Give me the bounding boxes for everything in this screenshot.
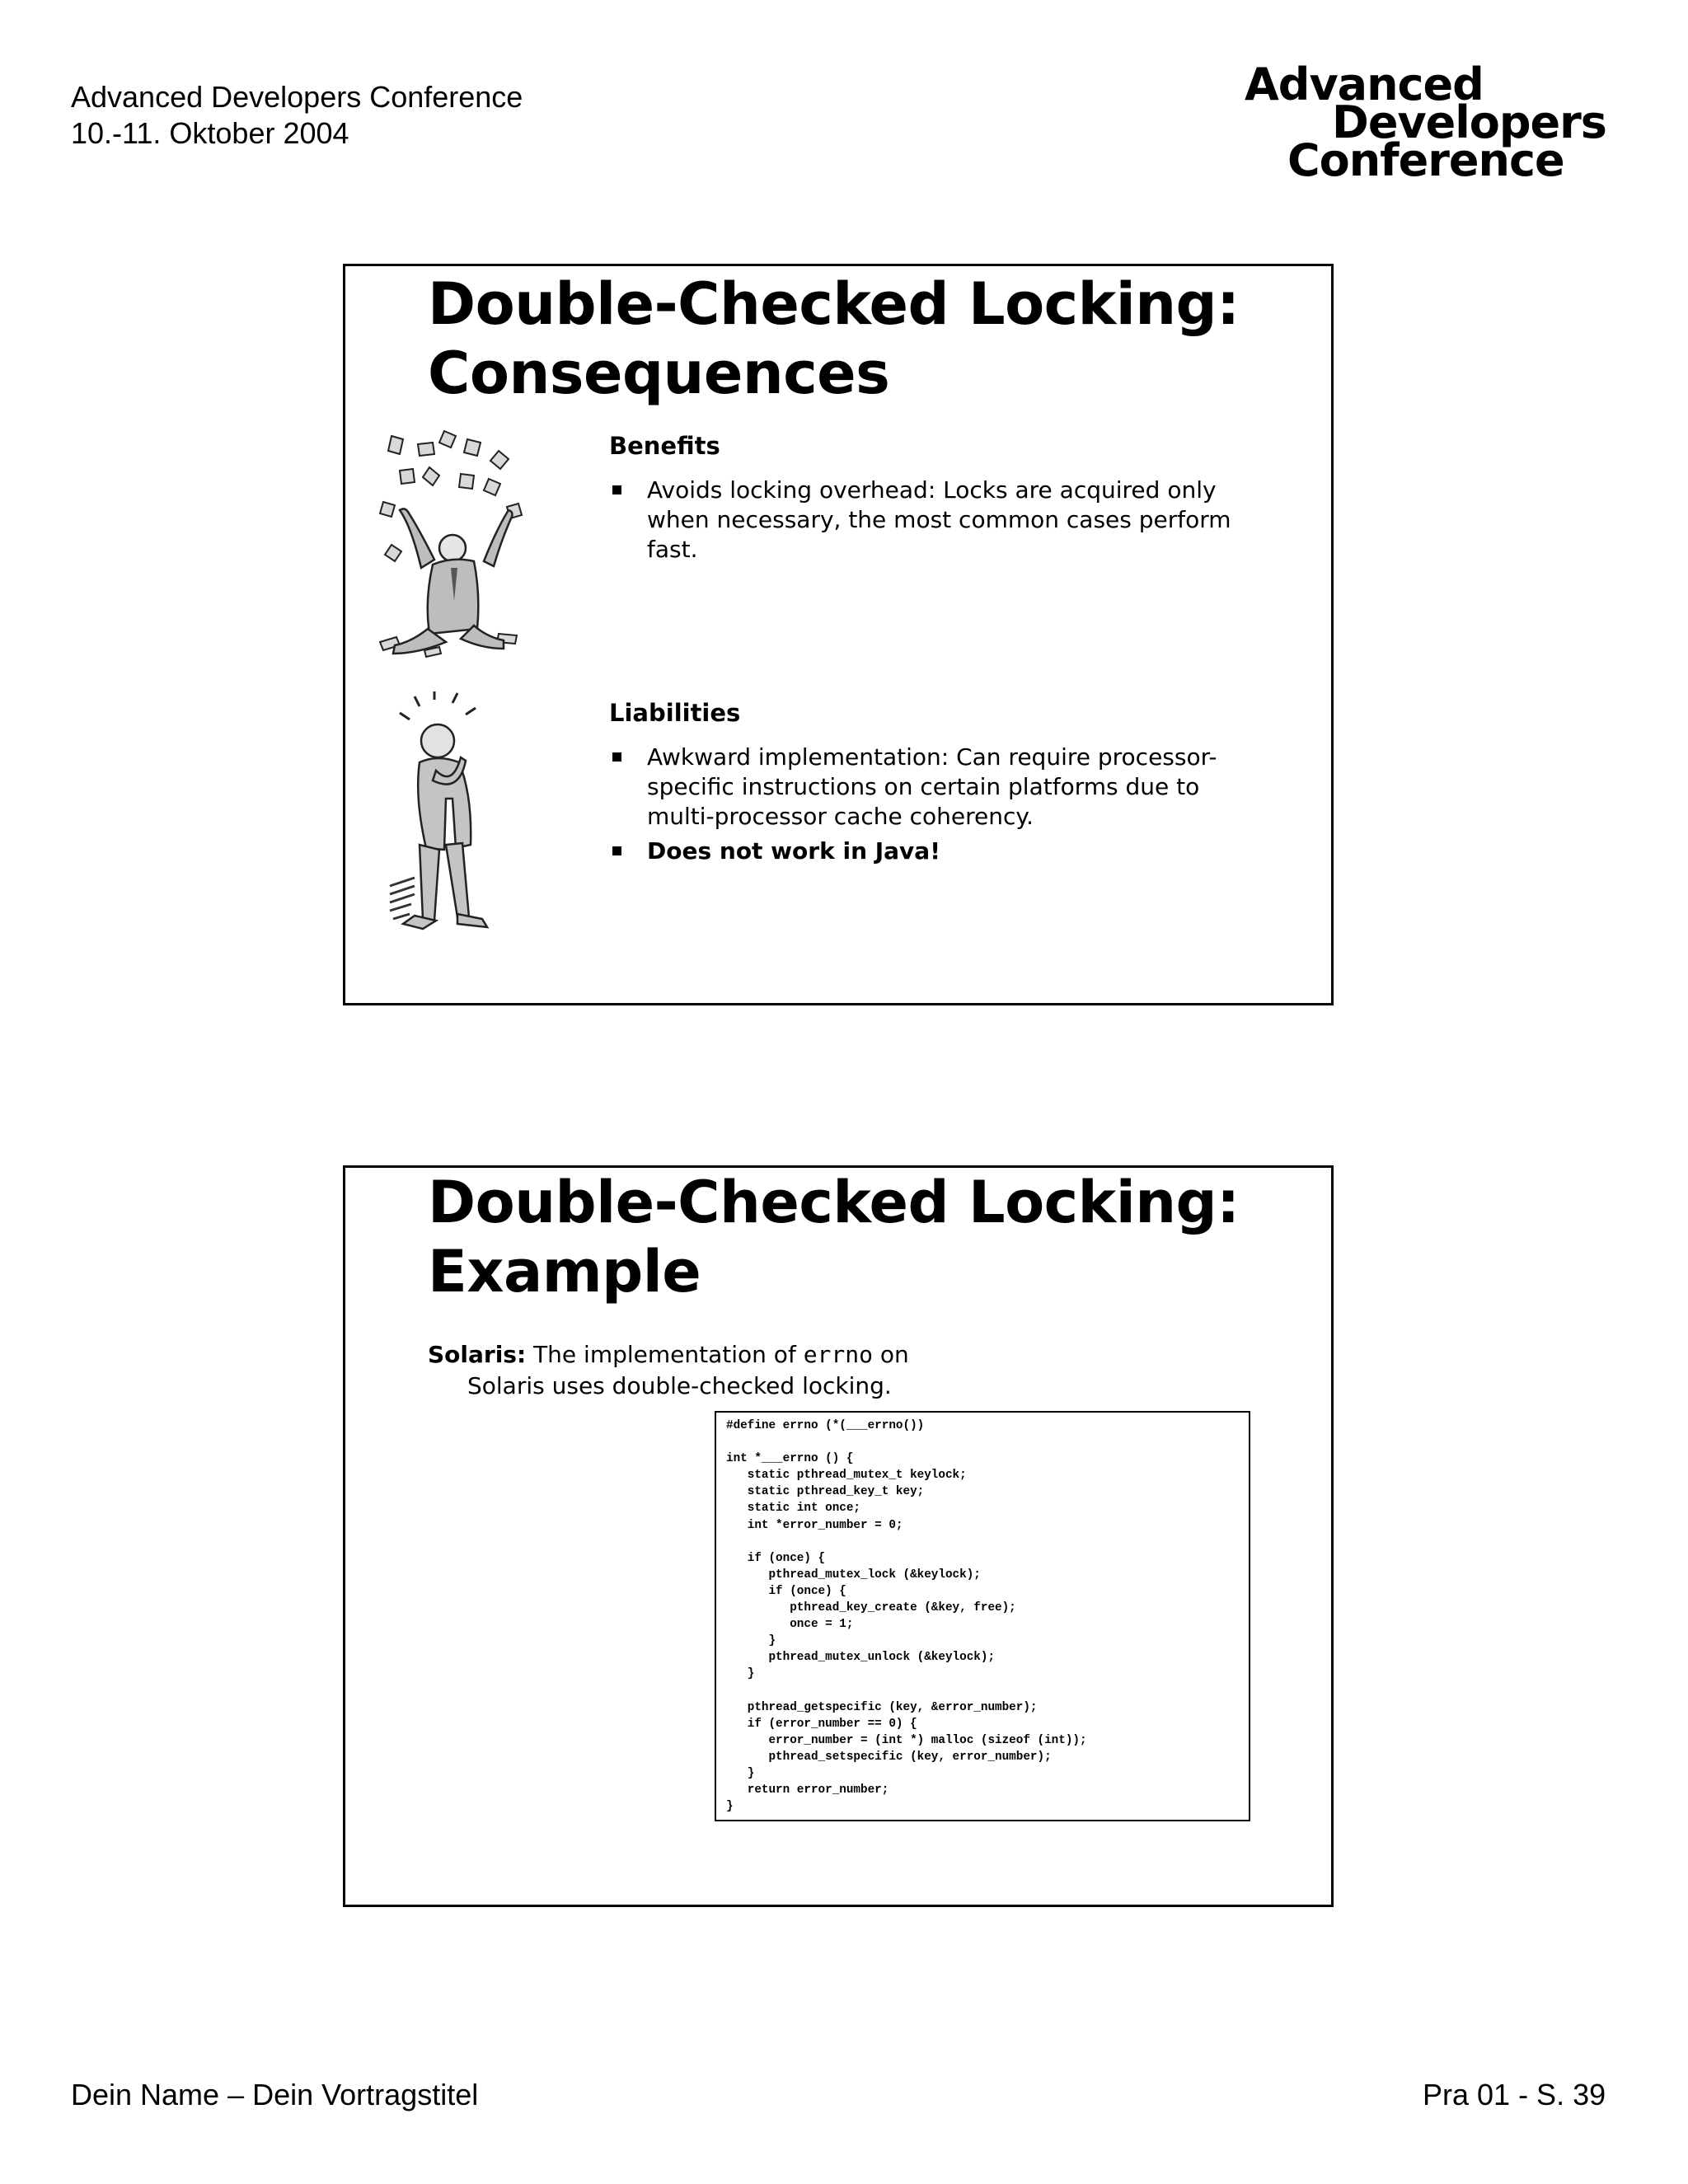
liabilities-heading: Liabilities <box>609 699 741 727</box>
footer-page-number: Pra 01 - S. 39 <box>1423 2078 1606 2111</box>
footer-speaker-title: Dein Name – Dein Vortragstitel <box>71 2078 479 2111</box>
liabilities-item <box>609 837 1273 866</box>
conference-logo <box>1245 59 1624 186</box>
slide-title <box>428 269 1240 408</box>
intro-text-after: on <box>879 1341 909 1368</box>
code-block <box>715 1411 1250 1821</box>
intro-code: errno <box>803 1341 873 1368</box>
slide-title-line-1: Double-Checked Locking: <box>428 1169 1240 1236</box>
slide-example <box>343 1165 1334 1907</box>
intro-text-before: The implementation of <box>533 1341 796 1368</box>
slide-title-line-1: Double-Checked Locking: <box>428 270 1240 338</box>
intro-label: Solaris: <box>428 1341 527 1368</box>
slide-title <box>428 1168 1240 1306</box>
benefits-heading: Benefits <box>609 432 720 460</box>
bullet-square-icon <box>612 752 621 762</box>
intro-line-2: Solaris uses double-checked locking. <box>467 1372 892 1399</box>
liabilities-item-text: Awkward implementation: Can require processor-specific instructions on certain platforms due to multi-processor cache coherency. <box>647 743 1217 830</box>
slide-title-line-2: Consequences <box>428 340 890 407</box>
logo-line-1: Advanced <box>1245 59 1484 110</box>
conference-name: Advanced Developers Conference <box>71 80 523 114</box>
logo-line-3: Conference <box>1287 134 1564 186</box>
logo-line-2: Developers <box>1332 96 1606 148</box>
benefits-item-text: Avoids locking overhead: Locks are acquired only when necessary, the most common cases perform fast. <box>647 476 1231 563</box>
liabilities-item <box>609 743 1273 832</box>
conference-date: 10.-11. Oktober 2004 <box>71 116 349 150</box>
intro-line-1 <box>428 1339 909 1371</box>
slide-consequences <box>343 264 1334 1005</box>
benefits-item <box>609 476 1273 565</box>
worried-man-icon <box>387 691 510 939</box>
bullet-square-icon <box>612 485 621 494</box>
code-listing: #define errno (*(___errno()) int *___errno () { static pthread_mutex_t keylock; static pthread_key_t key; static int once; int *error_number = 0; if (once) { pthread_mutex_lock (&keylock); if (once) { pthread_key_create (&key, free); once = 1; } pthread_mutex_unlock (&keylock); } pthread_getspecific (key, &error_number); if (error_number == 0) { error_number = (int *) malloc (sizeof (int)); pthread_setspecific (key, error_number); } return error_number; } <box>726 1419 1087 1814</box>
slide-title-line-2: Example <box>428 1238 701 1305</box>
bullet-square-icon <box>612 846 621 855</box>
liabilities-item-text: Does not work in Java! <box>647 837 940 865</box>
celebrating-man-icon <box>375 428 532 667</box>
